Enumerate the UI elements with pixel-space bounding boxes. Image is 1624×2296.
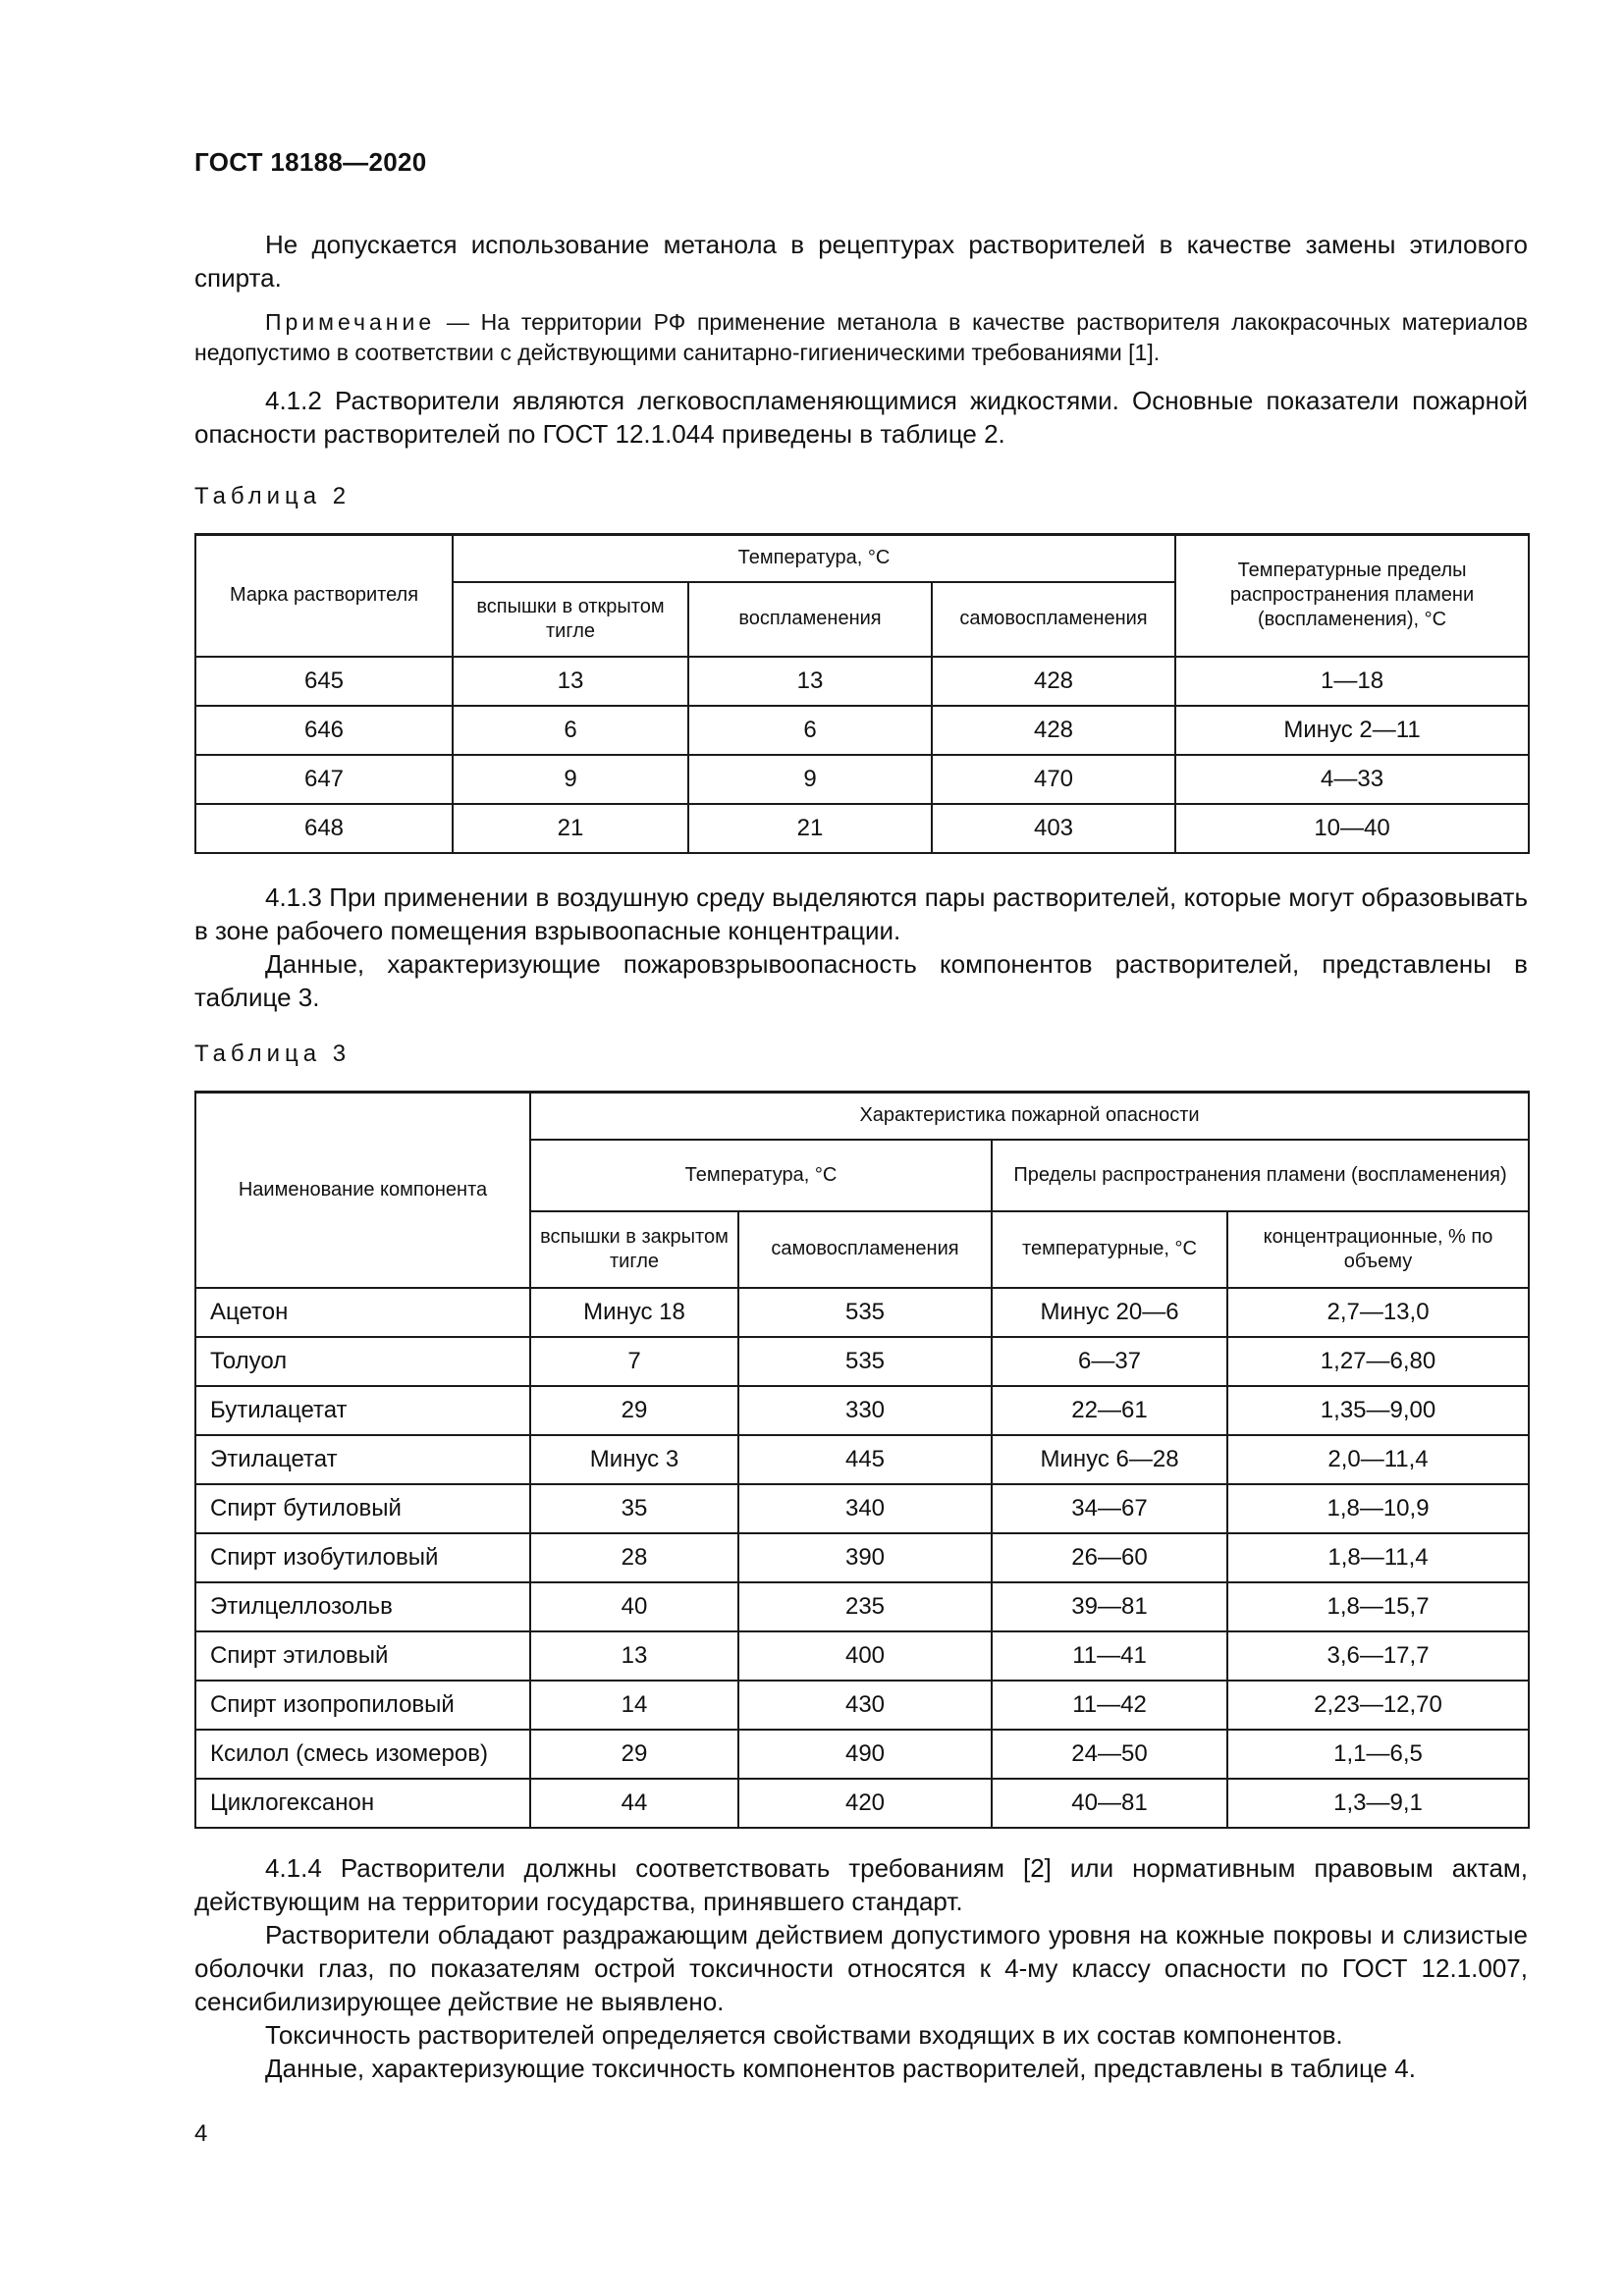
table-cell: 22—61 [992, 1386, 1227, 1435]
table-cell: 26—60 [992, 1533, 1227, 1582]
table-cell: 445 [738, 1435, 992, 1484]
table-cell: 470 [932, 755, 1175, 804]
table-cell: 490 [738, 1730, 992, 1779]
table-cell: 6 [688, 706, 932, 755]
table-cell: 44 [530, 1779, 738, 1828]
table-cell: 4—33 [1175, 755, 1529, 804]
note-text: — На территории РФ применение метанола в качестве растворителя лакокрасочных материалов недопустимо в соответствии с действующими санитарно-гигиеническими требованиями [1]. [194, 309, 1528, 365]
table-cell: Минус 3 [530, 1435, 738, 1484]
table-cell: 10—40 [1175, 804, 1529, 853]
table2-caption: Таблица 2 [194, 483, 352, 509]
table-row [195, 1288, 1529, 1337]
t2-header-temperature: Температура, °С [453, 535, 1175, 582]
table-cell: 29 [530, 1386, 738, 1435]
note-paragraph [194, 307, 1528, 368]
table-row [195, 755, 1529, 804]
document-code: ГОСТ 18188—2020 [194, 147, 427, 177]
table-row [195, 804, 1529, 853]
table-cell: Этилацетат [195, 1435, 530, 1484]
t3-header-autoignition: самовоспламенения [738, 1211, 992, 1288]
table-cell: Бутилацетат [195, 1386, 530, 1435]
paragraph-4-1-3-data: Данные, характеризующие пожаровзрывоопасность компонентов растворителей, представлены в таблице 3. [194, 949, 1528, 1012]
t3-header-temp-limits: температурные, °С [992, 1211, 1227, 1288]
t3-header-fire-char: Характеристика пожарной опасности [530, 1093, 1529, 1140]
table-row [195, 1337, 1529, 1386]
t3-header-temperature: Температура, °С [530, 1140, 992, 1211]
table-cell: 39—81 [992, 1582, 1227, 1631]
t2-header-flash-open: вспышки в открытом тигле [453, 582, 688, 657]
table-cell: 1,35—9,00 [1227, 1386, 1529, 1435]
table-cell: 35 [530, 1484, 738, 1533]
table-row [195, 1533, 1529, 1582]
table-cell: Этилцеллозольв [195, 1582, 530, 1631]
table-cell: 1,27—6,80 [1227, 1337, 1529, 1386]
table-cell: Минус 2—11 [1175, 706, 1529, 755]
table-row [195, 1435, 1529, 1484]
table-cell: 235 [738, 1582, 992, 1631]
table-cell: 29 [530, 1730, 738, 1779]
t2-header-brand: Марка растворителя [195, 535, 453, 657]
table-cell: 2,23—12,70 [1227, 1681, 1529, 1730]
table-cell: 14 [530, 1681, 738, 1730]
table-cell: 21 [688, 804, 932, 853]
table-cell: 40—81 [992, 1779, 1227, 1828]
table-cell: 428 [932, 657, 1175, 706]
table-cell: Спирт этиловый [195, 1631, 530, 1681]
table-row [195, 1484, 1529, 1533]
table-row [195, 1582, 1529, 1631]
table-cell: 13 [453, 657, 688, 706]
table-cell: 9 [453, 755, 688, 804]
table-cell: Спирт бутиловый [195, 1484, 530, 1533]
table-cell: 428 [932, 706, 1175, 755]
table-cell: 535 [738, 1288, 992, 1337]
table-row [195, 1631, 1529, 1681]
table-cell: 11—41 [992, 1631, 1227, 1681]
table-cell: Спирт изобутиловый [195, 1533, 530, 1582]
table-row [195, 1779, 1529, 1828]
table-cell: 13 [688, 657, 932, 706]
table-row [195, 657, 1529, 706]
table-cell: 340 [738, 1484, 992, 1533]
table-cell: Ксилол (смесь изомеров) [195, 1730, 530, 1779]
t3-header-conc-limits: концентрационные, % по объему [1227, 1211, 1529, 1288]
paragraph-4-1-4: 4.1.4 Растворители должны соответствовать требованиям [2] или нормативным правовым актам, действующим на территории государства, принявшего стандарт. [194, 1853, 1528, 1916]
note-label: Примечание [265, 309, 436, 335]
table-cell: Циклогексанон [195, 1779, 530, 1828]
table-cell: 28 [530, 1533, 738, 1582]
table-row [195, 1681, 1529, 1730]
table-cell: 7 [530, 1337, 738, 1386]
table-cell: 646 [195, 706, 453, 755]
table-cell: 330 [738, 1386, 992, 1435]
table-cell: Толуол [195, 1337, 530, 1386]
paragraph-methanol: Не допускается использование метанола в рецептурах растворителей в качестве замены этилового спирта. [194, 230, 1528, 293]
table-cell: 390 [738, 1533, 992, 1582]
table-cell: 24—50 [992, 1730, 1227, 1779]
table-cell: Минус 18 [530, 1288, 738, 1337]
table-cell: 400 [738, 1631, 992, 1681]
table-cell: 21 [453, 804, 688, 853]
table-cell: 1,8—15,7 [1227, 1582, 1529, 1631]
table-cell: Минус 6—28 [992, 1435, 1227, 1484]
table-row [195, 1730, 1529, 1779]
table-cell: 2,0—11,4 [1227, 1435, 1529, 1484]
table-row [195, 1386, 1529, 1435]
table-cell: 6 [453, 706, 688, 755]
table-cell: 9 [688, 755, 932, 804]
table-cell: 1,8—10,9 [1227, 1484, 1529, 1533]
table-cell: 1,1—6,5 [1227, 1730, 1529, 1779]
t2-header-autoignition: самовоспламенения [932, 582, 1175, 657]
table-cell: 1,8—11,4 [1227, 1533, 1529, 1582]
t2-header-limits: Температурные пределы распространения пламени (воспламенения), °С [1175, 535, 1529, 657]
table-cell: Спирт изопропиловый [195, 1681, 530, 1730]
table-3 [194, 1091, 1530, 1829]
t3-header-limits: Пределы распространения пламени (воспламенения) [992, 1140, 1529, 1211]
page-number: 4 [194, 2120, 208, 2147]
table-row [195, 706, 1529, 755]
table-cell: 3,6—17,7 [1227, 1631, 1529, 1681]
table-cell: 648 [195, 804, 453, 853]
table3-caption: Таблица 3 [194, 1041, 352, 1067]
table-cell: 403 [932, 804, 1175, 853]
table-cell: 430 [738, 1681, 992, 1730]
table-cell: Минус 20—6 [992, 1288, 1227, 1337]
t3-header-flash-closed: вспышки в закрытом тигле [530, 1211, 738, 1288]
table-cell: 13 [530, 1631, 738, 1681]
paragraph-toxicity: Токсичность растворителей определяется свойствами входящих в их состав компонентов. [265, 2020, 1343, 2050]
paragraph-table4-ref: Данные, характеризующие токсичность компонентов растворителей, представлены в таблице 4. [265, 2054, 1416, 2083]
t2-header-ignition: воспламенения [688, 582, 932, 657]
table-cell: 1,3—9,1 [1227, 1779, 1529, 1828]
table-cell: 2,7—13,0 [1227, 1288, 1529, 1337]
table-cell: 535 [738, 1337, 992, 1386]
paragraph-4-1-3: 4.1.3 При применении в воздушную среду выделяются пары растворителей, которые могут образовывать в зоне рабочего помещения взрывоопасные концентрации. [194, 882, 1528, 945]
table-cell: 11—42 [992, 1681, 1227, 1730]
table-cell: Ацетон [195, 1288, 530, 1337]
table-cell: 34—67 [992, 1484, 1227, 1533]
table-cell: 1—18 [1175, 657, 1529, 706]
table-cell: 645 [195, 657, 453, 706]
table-cell: 6—37 [992, 1337, 1227, 1386]
table-2 [194, 533, 1530, 854]
table-cell: 40 [530, 1582, 738, 1631]
table-cell: 420 [738, 1779, 992, 1828]
table-cell: 647 [195, 755, 453, 804]
paragraph-4-1-2: 4.1.2 Растворители являются легковоспламеняющимися жидкостями. Основные показатели пожарной опасности растворителей по ГОСТ 12.1.044 приведены в таблице 2. [194, 386, 1528, 449]
t3-header-component: Наименование компонента [195, 1093, 530, 1288]
paragraph-irritant: Растворители обладают раздражающим действием допустимого уровня на кожные покровы и слизистые оболочки глаз, по показателям острой токсичности относятся к 4-му классу опасности по ГОСТ 12.1.007, сенсибилизирующее действие не выявлено. [194, 1920, 1528, 2016]
